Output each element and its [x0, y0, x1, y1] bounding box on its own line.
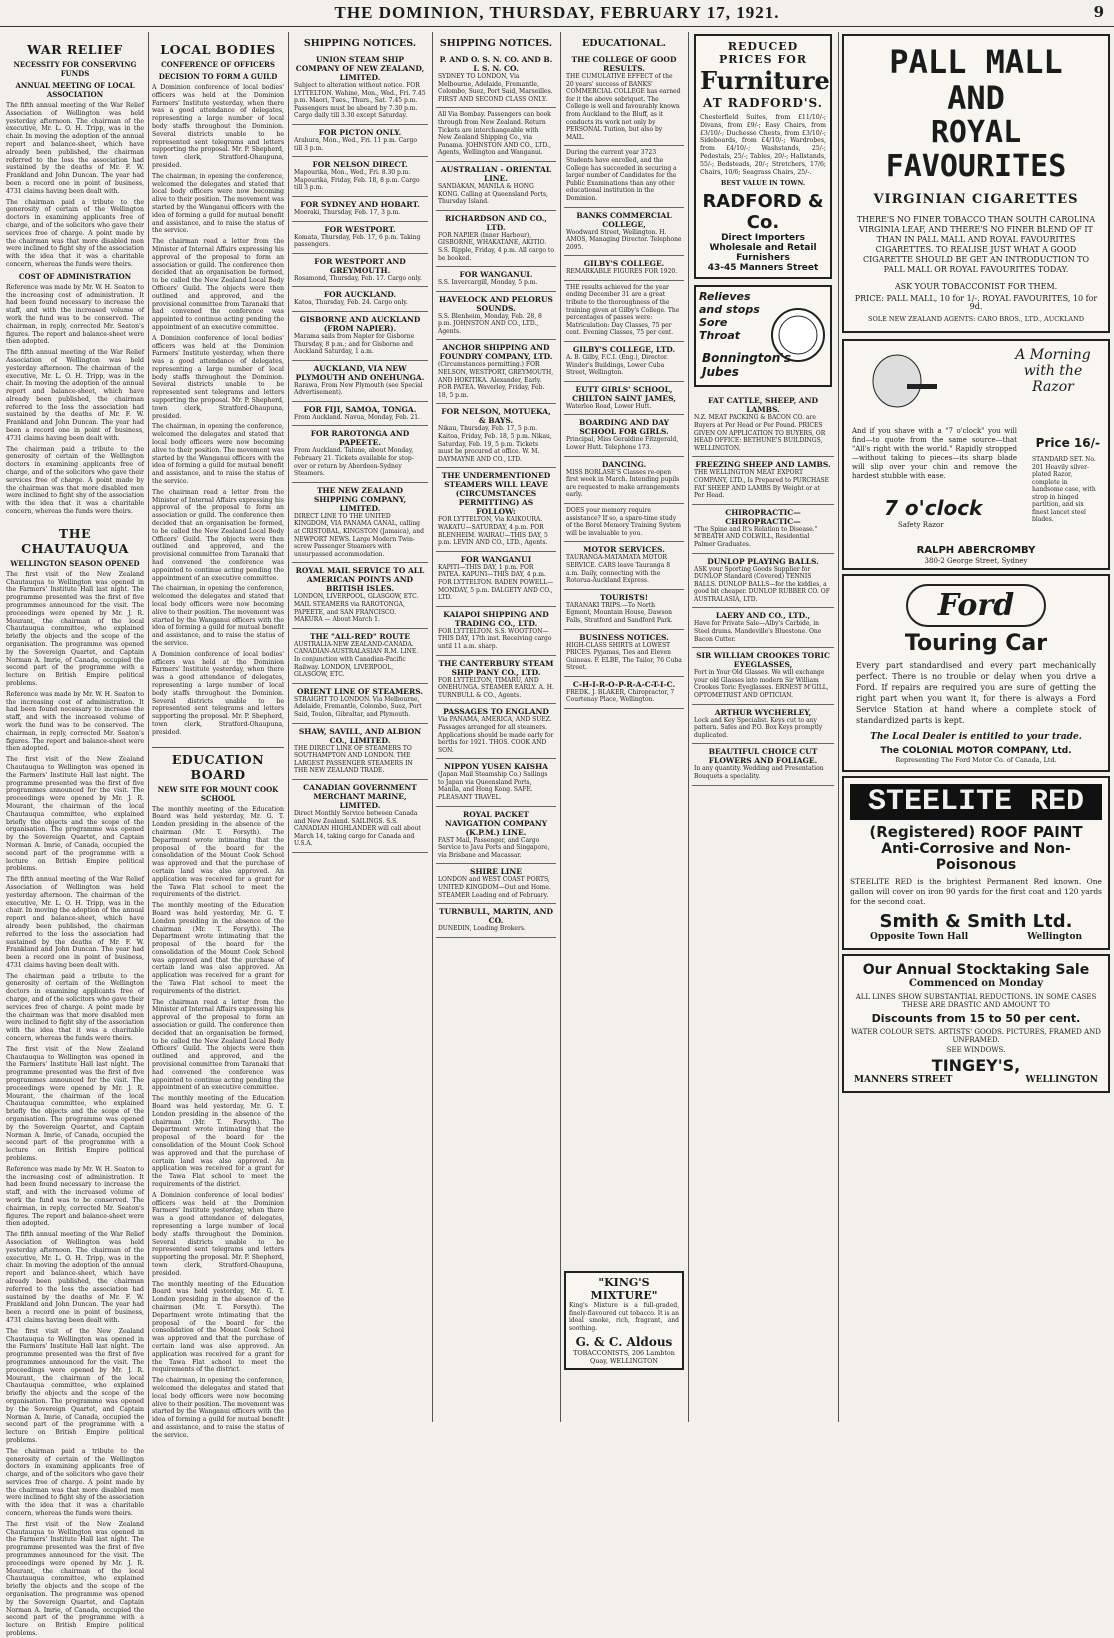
ad-body: HIGH-CLASS SHIRTS at LOWEST PRICES. Pyjamas, Ties and Eleven Guineas. F. ELBE, The Tailor, 76 Cuba Street. — [566, 641, 682, 672]
classified-ad — [692, 705, 834, 745]
ad-body: LONDON and WEST COAST PORTS, UNITED KINGDOM—Out and Home. STEAMER Loading end of February. — [438, 876, 551, 899]
ad-title: DUNLOP PLAYING BALLS. — [707, 556, 819, 566]
manners-street: MANNERS STREET — [854, 1075, 953, 1085]
classified-ad — [564, 146, 684, 207]
ask-tobacconist: ASK YOUR TOBACCONIST FOR THEM. — [894, 282, 1058, 291]
article-paragraph: The chairman read a letter from the Minister of Internal Affairs expressing his approval of the proposal to form an association or guild. The conference then decided that an organisation be formed, to be called the New Zealand Local Body Officers' Guild. The objects were then outlined and approved, and the provisional committee from Taranaki that had convened the conference was appointed to continue acting pending the appointment of an executive committee. — [152, 488, 284, 582]
subheading: WELLINGTON SEASON OPENED — [10, 558, 140, 568]
at-radfords: AT RADFORD'S. — [703, 96, 823, 110]
classified-ad — [692, 648, 834, 704]
tingeys: TINGEY'S, — [931, 1056, 1021, 1075]
article-paragraph: The monthly meeting of the Education Board was held yesterday, Mr. G. T. London presiding in the absence of the chairman (Mr. T. Forsyth). The Department wrote intimating that the proposal of the board for the consolidation of the Mount Cook School was approved and that the purchase of certain land was also approved. An application was received for a grant for the Tawa Flat school to meet the requirements of the district. — [152, 1095, 284, 1188]
column-local-bodies — [152, 32, 284, 1439]
classified-ad — [292, 157, 428, 197]
safety-razor-text: Safety Razor — [898, 521, 944, 529]
ad-body: FOR LYTTELTON, Via KAIKOURA. WAKATU—SATURDAY, 4 p.m. FOR BLENHEIM. WAIRAU—THIS DAY, 5 p.m. LEVIN AND CO., LTD., Agents. — [438, 516, 548, 547]
ad-body: FOR NAPIER (Inner Harbour), GISBORNE, WHAKATANE, AKITIO. S.S. Ripple, Friday, 4 p.m. All cargo to be booked. — [438, 231, 554, 262]
sale-copy: ALL LINES SHOW SUBSTANTIAL REDUCTIONS. IN SOME CASES THESE ARE DRASTIC AND AMOUNT TO — [855, 993, 1097, 1009]
ad-body: During the current year 3723 Students have enrolled, and the College has succeeded in securing a larger number of Candidates for the Public Examinations than any other educational institution in the Dominion. — [566, 149, 677, 202]
ad-title: ROYAL PACKET NAVIGATION COMPANY (K.P.M.) LINE. — [444, 809, 548, 837]
ad-title: NIPPON YUSEN KAISHA — [443, 762, 548, 772]
steelite-copy: STEELITE RED is the brightest Permanent Red known. One gallon will cover on iron 90 yards for the first coat and 120 yards for the second coat. — [850, 877, 1102, 906]
classified-ad — [564, 590, 684, 630]
article-paragraph: The monthly meeting of the Education Board was held yesterday, Mr. G. T. London presiding in the absence of the chairman (Mr. T. Forsyth). The Department wrote intimating that the proposal of the board for the consolidation of the Mount Cook School was approved and that the purchase of certain land was also approved. An application was received for a grant for the Tawa Flat school to meet the requirements of the district. — [152, 1280, 284, 1374]
classified-ad — [436, 404, 556, 468]
touring-car-heading: Touring Car — [904, 631, 1048, 656]
ad-title: KAIAPOI SHIPPING AND TRADING CO., LTD. — [443, 609, 549, 628]
ad-body: LONDON, LIVERPOOL, GLASGOW, ETC. MAIL STEAMERS via RAROTONGA, PAPEETE, and SAN FRANCISCO. MAKURA — About March 1. — [294, 593, 419, 624]
ad-title: BANKS COMMERCIAL COLLEGE, — [576, 210, 672, 229]
ad-title: FOR WESTPORT. — [324, 224, 396, 234]
classified-ad — [292, 52, 428, 125]
classified-ad — [564, 415, 684, 456]
column-furniture — [692, 32, 834, 1422]
ad-body: (Circumstances permitting.) FOR NELSON, WESTPORT, GREYMOUTH, AND HOKITIKA. Alexander, Early. FOR PATEA. Waverley, Friday, Feb. 18, 5 p.m. — [438, 361, 554, 399]
ad-body: All Via Bombay. Passengers can book through from New Zealand. Return Tickets are interchangeable with New Zealand Shipping Co., via Panama. JOHNSTON AND CO., LTD., Agents, Wellington and Wanganui. — [438, 111, 551, 157]
ad-title: THE COLLEGE OF GOOD RESULTS. — [571, 55, 677, 73]
column-rule — [838, 32, 839, 1422]
ad-body: A. B. Gilby, F.C.I. (Eng.), Director. Winder's Buildings, Lower Cuba Street, Wellington. — [566, 354, 668, 377]
opposite-town-hall: Opposite Town Hall — [870, 932, 969, 942]
classified-ad — [292, 426, 428, 482]
classified-ad — [292, 780, 428, 853]
ad-title: GILBY'S COLLEGE. — [583, 259, 665, 269]
stocktaking-sale: Our Annual Stocktaking Sale — [862, 962, 1090, 978]
ad-body: AUSTRALIA-NEW ZEALAND-CANADA. CANADIAN-AUSTRALASIAN R.M. LINE. In conjunction with Canadian-Pacific Railway. LONDON, LIVERPOOL, GLASGOW, ETC. — [294, 640, 419, 679]
ad-body: "The Spine and It's Relation to Disease." M'BEATH AND COLWILL, Residential Palmer Graduates. — [694, 525, 818, 548]
subheading: CONFERENCE OF OFFICERS — [161, 60, 275, 69]
ad-body: Nikau, Thursday, Feb. 17, 5 p.m. Kaitoa, Friday, Feb. 18, 5 p.m. Nikau, Saturday, Feb. 19, 5 p.m. Tickets must be procured at office. W. M. DAYMAYNE AND CO., LTD. — [438, 425, 552, 463]
ad-body: Rosamond, Thursday, Feb. 17. Cargo only. — [294, 274, 422, 282]
ad-title: DANCING. — [601, 459, 647, 469]
ad-body: Subject to alteration without notice. FOR LYTTELTON. Wahine, Mon., Wed., Fri. 7.45 p.m. Maori, Tues., Thurs., Sat. 7.45 p.m. Passengers must be aboard by 7.30 p.m. Cargo daily till 3.30 except Saturday. — [294, 82, 426, 120]
aldous-address: TOBACCONISTS, 206 Lambton Quay, WELLINGTON — [573, 1349, 675, 1365]
steelite-heading: STEELITE RED — [850, 784, 1102, 820]
section-heading: SHIPPING NOTICES. — [303, 38, 417, 49]
ad-title: THE "ALL-RED" ROUTE — [310, 631, 410, 641]
razor-ad — [842, 339, 1110, 570]
headline-war-relief: WAR RELIEF — [27, 42, 123, 57]
ad-title: C-H-I-R-O-P-R-A-C-T-I-C. — [572, 679, 676, 689]
ad-title: SHAW, SAVILL, AND ALBION CO., LIMITED. — [298, 726, 422, 745]
ad-body: Via PANAMA, AMERICA, AND SUEZ. Passages arranged for all steamers. Applications should be made early for berths for 1921. THOS. COOK AND SON. — [438, 716, 554, 754]
ad-body: Waterloo Road, Lower Hutt. — [566, 402, 652, 410]
smith-and-smith: Smith & Smith Ltd. — [879, 911, 1073, 932]
classified-ad — [564, 342, 684, 382]
radford-description: Direct Importers Wholesale and Retail Furnishers — [709, 233, 817, 264]
ad-title: MOTOR SERVICES. — [583, 545, 665, 555]
classified-ad — [292, 361, 428, 402]
ad-title: ORIENT LINE OF STEAMERS. — [296, 686, 424, 696]
ad-title: FOR NELSON DIRECT. — [312, 160, 408, 170]
ad-body: Have for Private Sale—Alby's Carbide, in Steel drums. Mandeville's Bluestone. One Bacon Cutter. — [694, 620, 822, 643]
ad-title: SHIRE LINE — [470, 867, 522, 877]
reduced-prices: REDUCED PRICES FOR — [718, 40, 807, 66]
ad-body: REMARKABLE FIGURES FOR 1920. — [566, 268, 678, 276]
ad-body: Woodward Street, Wellington. H. AMOS, Managing Director. Telephone 2095. — [566, 228, 682, 251]
ford-logo-text: Ford — [906, 584, 1046, 627]
column-war-relief — [6, 32, 144, 1638]
ad-title: FOR WANGANUI. — [459, 270, 533, 280]
radford-company: RADFORD & Co. — [702, 191, 824, 234]
subheading: COST OF ADMINISTRATION — [18, 271, 132, 281]
classified-ad — [564, 677, 684, 709]
ad-title: THE CANTERBURY STEAM SHIP PANY CO., LTD. — [438, 658, 554, 677]
column-shipping-2 — [436, 32, 556, 1422]
classified-ad — [436, 52, 556, 108]
page-number: 9 — [1093, 3, 1104, 21]
ad-body: (Japan Mail Steamship Co.) Sailings to Japan via Queensland Ports, Manila, and Hong Kong. SAFE. PLEASANT TRAVEL. — [438, 771, 548, 802]
tingey-sale-ad — [842, 954, 1110, 1093]
ad-title: FOR FIJI, SAMOA, TONGA. — [303, 404, 417, 414]
colonial-motor: The COLONIAL MOTOR COMPANY, Ltd. — [880, 746, 1072, 756]
classified-ad — [436, 468, 556, 551]
article-paragraph: Reference was made by Mr. W. H. Seaton to the increasing cost of administration. It had been found necessary to increase the staff, and with the increased volume of work the fund was to be conserved. The chairman, in reply, corrected Mr. Seaton's figures. The report and balance-sheet were then adopted. — [6, 283, 144, 346]
ad-body: FOR LYTTELTON. S.S. WOOTTON—THIS DAY, 17th inst. Receiving cargo until 11 a.m. sharp. — [438, 627, 552, 650]
article-paragraph: The monthly meeting of the Education Board was held yesterday, Mr. G. T. London presiding in the absence of the chairman (Mr. T. Forsyth). The Department wrote intimating that the proposal of the board for the consolidation of the Mount Cook School was approved and that the purchase of certain land was also approved. An application was received for a grant for the Tawa Flat school to meet the requirements of the district. — [152, 805, 284, 899]
ad-title: FOR AUCKLAND. — [323, 290, 397, 300]
ad-title: FAT CATTLE, SHEEP, AND LAMBS. — [708, 396, 818, 415]
classified-ad — [292, 483, 428, 564]
best-value: BEST VALUE IN TOWN. — [720, 179, 806, 188]
anti-corrosive: Anti-Corrosive and Non-Poisonous — [881, 841, 1071, 873]
ad-body: Fort in Your Old Glasses. We will exchange your old Glasses into modern Sir William Crookes Toric Eyeglasses. ERNEST M'GILL, OPTOMETRIST AND OPTICIAN. — [694, 669, 829, 700]
razor-agent: RALPH ABERCROMBY — [916, 545, 1036, 556]
razor-standard-set: STANDARD SET. No. 201 Heavily silver-plated Razor, complete in handsome case, with strop in hinged partition, and six finest lancet steel blades. — [1032, 456, 1096, 523]
man-shaving-illustration-icon — [852, 349, 947, 419]
ad-body: Komata, Thursday, Feb. 17, 6 p.m. Taking passengers. — [294, 233, 421, 249]
pall-mall-agents: SOLE NEW ZEALAND AGENTS: CARO BROS., LTD., AUCKLAND — [868, 315, 1084, 323]
column-display-ads — [842, 32, 1110, 1422]
classified-ad — [436, 759, 556, 806]
article-paragraph: A Dominion conference of local bodies' officers was held at the Dominion Farmers' Institute yesterday, when there was a good attendance of delegates, representing a large number of local body staffs throughout the Dominion. Several districts unable to be represented sent telegrams and letters supporting the proposal. Mr. P. Shepherd, town clerk, Stratford-Ohaupuna, presided. — [152, 1191, 284, 1277]
column-rule — [560, 32, 561, 1422]
column-shipping-1 — [292, 32, 428, 1422]
commenced-monday: Commenced on Monday — [908, 978, 1044, 989]
article-paragraph: A Dominion conference of local bodies' officers was held at the Dominion Farmers' Institute yesterday, when there was a good attendance of delegates, representing a large number of local body staffs throughout the Dominion. Several districts unable to be represented sent telegrams and letters supporting the proposal. Mr. P. Shepherd, town clerk, Stratford-Ohaupuna, presided. — [152, 84, 284, 169]
classified-ad — [436, 807, 556, 865]
classified-ad — [436, 704, 556, 759]
classified-ad — [692, 608, 834, 648]
classified-ad — [564, 457, 684, 504]
ad-body: MISS BORLASE'S Classes re-open first week in March. Intending pupils are requested to make arrangements early. — [566, 468, 680, 499]
classified-ad — [436, 267, 556, 292]
headline-chautauqua: THE CHAUTAUQUA — [21, 525, 129, 556]
steelite-city: Wellington — [1027, 932, 1082, 942]
pall-mall-copy: THERE'S NO FINER TOBACCO THAN SOUTH CAROLINA VIRGINIA LEAF, AND THERE'S NO FINER BLEND OF IT THAN IN PALL MALL AND ROYAL FAVOURITES CIGARETTES. TO REALISE JUST WHAT A GOOD CIGARETTE SHOULD BE GET AN INTRODUCTION TO PALL MALL OR ROYAL FAVOURITES TODAY. — [856, 215, 1096, 274]
ad-title: AUSTRALIAN - ORIENTAL LINE. — [440, 164, 552, 183]
classified-ad — [436, 904, 556, 938]
ad-body: THE WELLINGTON MEAT EXPORT COMPANY, LTD., Is Prepared to PURCHASE FAT SHEEP AND LAMBS By Weight or at Per Head. — [694, 469, 830, 500]
classified-ad — [436, 864, 556, 904]
classified-ad — [292, 563, 428, 628]
article-paragraph: A Dominion conference of local bodies' officers was held at the Dominion Farmers' Institute yesterday, when there was a good attendance of delegates, representing a large number of local body staffs throughout the Dominion. Several districts unable to be represented sent telegrams and letters supporting the proposal. Mr. P. Shepherd, town clerk, Stratford-Ohaupuna, presided. — [152, 650, 284, 736]
headline-local-bodies: LOCAL BODIES — [160, 42, 276, 57]
ad-list — [436, 52, 556, 938]
pall-mall-price: PRICE: PALL MALL, 10 for 1/-. ROYAL FAVOURITES, 10 for 9d. — [854, 294, 1098, 311]
razor-copy: And if you shave with a "7 o'clock" you will find—to quote from the same source—that "All's right with the world." Rapidly stropped—without taking to pieces—its sharp blade will slip over your chin and remove the hardest stubble with ease. — [852, 427, 1017, 480]
ad-body: ASK your Sporting Goods Supplier for DUNLOP Standard (Covered) TENNIS BALLS. DUNLOP BALLS—for the kiddies, a good bit cheaper. DUNLOP RUBBER CO. OF AUSTRALASIA, LTD. — [694, 565, 830, 603]
classified-ad — [292, 197, 428, 222]
ad-title: GISBORNE AND AUCKLAND (FROM NAPIER). — [299, 314, 421, 333]
ad-list — [692, 393, 834, 785]
ad-title: FOR NELSON, MOTUEKA, & BAYS. — [441, 407, 551, 426]
ad-title: EUTT GIRLS' SCHOOL, CHILTON SAINT JAMES, — [572, 384, 676, 403]
pall-mall-ad — [842, 34, 1110, 333]
section-heading: SHIPPING NOTICES. — [439, 38, 553, 49]
article-paragraph: A Dominion conference of local bodies' officers was held at the Dominion Farmers' Institute yesterday, when there was a good attendance of delegates, representing a large number of local body staffs throughout the Dominion. Several districts unable to be represented sent telegrams and letters supporting the proposal. Mr. P. Shepherd, town clerk, Stratford-Ohaupuna, presided. — [152, 334, 284, 420]
ad-title: CHIROPRACTIC—CHIROPRACTIC— — [725, 507, 801, 526]
classified-ad — [692, 554, 834, 609]
column-rule — [432, 32, 433, 1422]
sore-throat-text: Relieves and stops Sore Throat — [699, 290, 760, 343]
ad-title: LAERY AND CO., LTD., — [715, 611, 811, 621]
ad-title: FOR RAROTONGA AND PAPEETE. — [310, 429, 410, 448]
article-paragraph: The chairman, in opening the conference, welcomed the delegates and stated that local body officers were now becoming alive to their position. The movement was started by the Wanganui officers with the idea of forming a guild for mutual benefit and assistance, and to raise the status of the service. — [152, 172, 284, 235]
classified-ad — [436, 340, 556, 404]
ad-title: BUSINESS NOTICES. — [579, 632, 669, 642]
ad-title: GILBY'S COLLEGE, LTD. — [572, 345, 676, 355]
ad-title: PASSAGES TO ENGLAND — [443, 707, 549, 717]
radford-address: 43-45 Manners Street — [707, 263, 819, 274]
article-paragraph: The fifth annual meeting of the War Relief Association of Wellington was held yesterday afternoon. The chairman of the executive, Mr. L. O. H. Tripp, was in the chair. In moving the adoption of the annual report and balance-sheet, which have already been published, the chairman referred to the loss the association had sustained by the deaths of Mr. F. W. Frankland and John Duncan. The year had been a record one in point of business, 4731 claims having been dealt with. — [6, 349, 144, 442]
ad-title: FOR SYDNEY AND HOBART. — [300, 199, 420, 209]
razor-price: Price 16/- — [1035, 436, 1100, 450]
article-paragraph: Reference was made by Mr. W. H. Seaton to the increasing cost of administration. It had been found necessary to increase the staff, and with the increased volume of work the fund was to be conserved. The chairman, in reply, corrected Mr. Seaton's figures. The report and balance-sheet were then adopted. — [6, 1165, 144, 1228]
tingey-city: WELLINGTON — [1025, 1075, 1098, 1085]
see-windows: SEE WINDOWS. — [946, 1046, 1006, 1054]
ad-list — [292, 52, 428, 853]
article-paragraph: The chairman paid a tribute to the generosity of certain of the Wellington doctors in examining applicants free of charge, and of the solicitors who gave their services free of charge. A point made by the chairman was that more disabled men were inclined to fight shy of the association with the idea that it was a charitable concern, whereas the funds were theirs. — [6, 445, 144, 516]
ad-body: Lock and Key Specialist. Keys cut to any pattern. Safes and P.O. Box Keys promptly duplicated. — [694, 716, 823, 739]
ad-body: SYDNEY TO LONDON, Via Melbourne, Adelaide, Fremantle, Colombo, Suez, Port Said, Marseilles. FIRST AND SECOND CLASS ONLY. — [438, 73, 553, 103]
ad-title: SIR WILLIAM CROOKES TORIC EYEGLASSES, — [696, 651, 830, 670]
ad-title: AUCKLAND, VIA NEW PLYMOUTH AND ONEHUNGA. — [295, 363, 425, 382]
classified-ad — [436, 162, 556, 211]
ad-title: BOARDING AND DAY SCHOOL FOR GIRLS. — [578, 418, 670, 437]
ad-body: TAURANGA-MATAMATA MOTOR SERVICE. CARS leave Tauranga 8 a.m. Daily, connecting with the Rotorua-Auckland Express. — [566, 554, 671, 585]
ad-title: TOURISTS! — [599, 592, 649, 602]
radford-furniture-ad — [694, 34, 832, 279]
tingey-address — [850, 1075, 1102, 1085]
classified-ad — [292, 125, 428, 157]
classified-ad — [292, 402, 428, 427]
ad-body: THE DIRECT LINE OF STEAMERS TO SOUTHAMPTON AND LONDON. THE LARGEST PASSENGER STEAMERS IN THE NEW ZEALAND TRADE. — [294, 744, 413, 775]
headline-education-board: EDUCATION BOARD — [152, 747, 284, 782]
aldous-signature: G. & C. Aldous — [575, 1335, 673, 1349]
ad-body: N.Z. MEAT PACKING & BACON CO. are Buyers at Per Head or Per Pound. PRICES GIVEN ON APPLICATION TO BUYERS, OR HEAD OFFICE: BETHUNE'S BUILDINGS, WELLINGTON. — [694, 414, 826, 452]
furniture-heading: Furniture — [700, 66, 830, 95]
classified-ad — [564, 382, 684, 416]
ford-logo — [856, 584, 1096, 627]
ad-body: TARANAKI TRIPS.—To North Egmont, Mountain House, Dawson Falls, Stratford and Sandford Park. — [566, 601, 673, 624]
classified-ad — [436, 607, 556, 656]
ad-title: FREEZING SHEEP AND LAMBS. — [695, 460, 831, 470]
ad-body: FOR LYTTELTON, TIMARU, AND ONEHUNGA. STEAMER EARLY. A. H. TURNBULL & CO., Agents. — [438, 676, 554, 699]
ad-body: S.S. Invercargill, Monday, 5 p.m. — [438, 279, 538, 287]
classified-ad — [564, 208, 684, 257]
article-paragraph: The chairman, in opening the conference, welcomed the delegates and stated that local body officers were now becoming alive to their position. The movement was started by the Wanganui officers with the idea of forming a guild for mutual benefit and assistance, and to raise the status of the service. — [152, 1377, 284, 1439]
steelite-ad — [842, 776, 1110, 950]
ad-title: BEAUTIFUL CHOICE CUT FLOWERS AND FOLIAGE. — [708, 747, 818, 766]
classified-ad — [692, 505, 834, 554]
ad-body: STRAIGHT TO LONDON. Via Melbourne, Adelaide, Fremantle, Colombo, Suez, Port Said, Toulon, Gibraltar, and Plymouth. — [294, 695, 422, 718]
article-paragraph: The chairman paid a tribute to the generosity of certain of the Wellington doctors in examining applicants free of charge, and of the solicitors who gave their services free of charge. A point made by the chairman was that more disabled men were inclined to fight shy of the association with the idea that it was a charitable concern, whereas the funds were theirs. — [6, 1447, 144, 1518]
article-paragraph: Reference was made by Mr. W. H. Seaton to the increasing cost of administration. It had been found necessary to increase the staff, and with the increased volume of work the fund was to be conserved. The chairman, in reply, corrected Mr. Seaton's figures. The report and balance-sheet were then adopted. — [6, 690, 144, 753]
razor-agent-address: 380-2 George Street, Sydney — [924, 557, 1028, 565]
kings-mixture-ad — [564, 1271, 684, 1370]
ad-body: DUNEDIN, Loading Brokers. — [438, 925, 526, 933]
subheading: DECISION TO FORM A GUILD — [158, 72, 278, 81]
subheading: ANNUAL MEETING OF LOCAL ASSOCIATION — [15, 81, 135, 99]
royal-favourites-heading: ROYAL FAVOURITES — [885, 115, 1067, 184]
ad-body: From Auckland. Navua, Monday, Feb. 21. — [294, 413, 420, 421]
classified-ad — [436, 211, 556, 267]
ad-list — [564, 52, 684, 1267]
ad-body: SANDAKAN, MANILA & HONG KONG. Calling at Queensland Ports, Thursday Island. — [438, 182, 548, 206]
ad-body: Marama sails from Napier for Gisborne Thursday, 8 p.m.; and for Gisborne and Auckland Saturday, 1 a.m. — [294, 332, 415, 356]
classified-ad — [436, 292, 556, 341]
article-paragraph: The chairman, in opening the conference, welcomed the delegates and stated that local body officers were now becoming alive to their position. The movement was started by the Wanganui officers with the idea of forming a guild for mutual benefit and assistance, and to raise the status of the service. — [152, 423, 284, 486]
morning-heading: A Morning with the Razor — [1015, 347, 1091, 395]
ad-body: In any quantity. Wedding and Presentation Bouquets a speciality. — [694, 765, 824, 780]
smith-address — [850, 932, 1102, 942]
ford-representing: Representing The Ford Motor Co. of Canada, Ltd. — [895, 756, 1057, 764]
ad-title: HAVELOCK AND PELORUS SOUNDS. — [439, 294, 553, 313]
article-paragraph: The first visit of the New Zealand Chautauqua to Wellington was opened in the Farmers' Institute Hall last night. The programme presented was the first of five programmes announced for the visit. The proceedings were opened by Mr. J. R. Mourant, the chairman of the local Chautauqua committee, who explained briefly the objects and the scope of the organisation. The programme was opened by the Sovereign Quartet, and Captain Norman A. Imrie, of Canada, occupied the second part of the programme with a lecture on British Empire political problems. — [6, 1327, 144, 1444]
column-educational — [564, 32, 684, 1422]
ad-body: Moeraki, Thursday, Feb. 17, 3 p.m. — [294, 208, 401, 216]
article-paragraph: The monthly meeting of the Education Board was held yesterday, Mr. G. T. London presiding in the absence of the chairman (Mr. T. Forsyth). The Department wrote intimating that the proposal of the board for the consolidation of the Mount Cook School was approved and that the purchase of certain land was also approved. An application was received for a grant for the Tawa Flat school to meet the requirements of the district. — [152, 902, 284, 995]
ad-title: P. AND O. S. N. CO. AND B. I. S. N. CO. — [439, 55, 553, 73]
ad-title: FOR WESTPORT AND GREYMOUTH. — [314, 256, 406, 275]
article-paragraph: The first visit of the New Zealand Chautauqua to Wellington was opened in the Farmers' Institute Hall last night. The programme presented was the first of five programmes announced for the visit. The proceedings were opened by Mr. J. R. Mourant, the chairman of the local Chautauqua committee, who explained briefly the objects and the scope of the organisation. The programme was opened by the Sovereign Quartet, and Captain Norman A. Imrie, of Canada, occupied the second part of the programme with a lecture on British Empire political problems. — [6, 1520, 144, 1638]
roof-paint: (Registered) ROOF PAINT — [869, 823, 1083, 841]
article-paragraph: The chairman, in opening the conference, welcomed the delegates and stated that local body officers were now becoming alive to their position. The movement was started by the Wanganui officers with the idea of forming a guild for mutual benefit and assistance, and to raise the status of the service. — [152, 585, 284, 647]
article-paragraph: The first visit of the New Zealand Chautauqua to Wellington was opened in the Farmers' Institute Hall last night. The programme presented was the first of five programmes announced for the visit. The proceedings were opened by Mr. J. R. Mourant, the chairman of the local Chautauqua committee, who explained briefly the objects and the scope of the organisation. The programme was opened by the Sovereign Quartet, and Captain Norman A. Imrie, of Canada, occupied the second part of the programme with a lecture on British Empire political problems. — [6, 1045, 144, 1163]
ad-body: From Auckland. Talune, about Monday, February 21. Tickets available for stop-over or return by Aberdeen-Sydney Steamers. — [294, 447, 414, 478]
ad-title: THE UNDERMENTIONED STEAMERS WILL LEAVE (CIRCUMSTANCES PERMITTING) AS FOLLOW: — [441, 471, 551, 517]
ad-body: Rarawa, From New Plymouth (see Special Advertisement). — [294, 381, 423, 397]
classified-ad — [292, 684, 428, 724]
masthead — [0, 0, 1114, 27]
ad-title: CANADIAN GOVERNMENT MERCHANT MARINE, LIMITED. — [303, 782, 417, 810]
kings-mixture-title: "KING'S MIXTURE" — [590, 1276, 658, 1302]
column-rule — [688, 32, 689, 1422]
article-paragraph: The fifth annual meeting of the War Relief Association of Wellington was held yesterday afternoon. The chairman of the executive, Mr. L. O. H. Tripp, was in the chair. In moving the adoption of the annual report and balance-sheet, which have already been published, the chairman referred to the loss the association had sustained by the deaths of Mr. F. W. Frankland and John Duncan. The year had been a record one in point of business, 4731 claims having been dealt with. — [6, 876, 144, 969]
article-paragraph: The fifth annual meeting of the War Relief Association of Wellington was held yesterday afternoon. The chairman of the executive, Mr. L. O. H. Tripp, was in the chair. In moving the adoption of the annual report and balance-sheet, which have already been published, the chairman referred to the loss the association had sustained by the deaths of Mr. F. W. Frankland and John Duncan. The year had been a record one in point of business, 4731 claims having been dealt with. — [6, 102, 144, 195]
classified-ad — [564, 630, 684, 677]
ad-body: DIRECT LINE TO THE UNITED KINGDOM, VIA PANAMA CANAL, calling at CRISTOBAL, KINGSTON (Jamaica), and NEWPORT NEWS. Large Modern Twin-screw Passenger Steamers with unsurpassed accommodation. — [294, 512, 424, 558]
classified-ad — [292, 287, 428, 312]
razor-brand: 7 o'clock — [884, 496, 983, 520]
article-paragraph: The chairman read a letter from the Minister of Internal Affairs expressing his approval of the proposal to form an association or guild. The conference then decided that an organisation be formed, to be called the New Zealand Local Body Officers' Guild. The objects were then outlined and approved, and the provisional committee from Taranaki that had convened the conference was appointed to continue acting pending the appointment of an executive committee. — [152, 998, 284, 1092]
article-paragraph: The first visit of the New Zealand Chautauqua to Wellington was opened in the Farmers' Institute Hall last night. The programme presented was the first of five programmes announced for the visit. The proceedings were opened by Mr. J. R. Mourant, the chairman of the local Chautauqua committee, who explained briefly the objects and the scope of the organisation. The programme was opened by the Sovereign Quartet, and Captain Norman A. Imrie, of Canada, occupied the second part of the programme with a lecture on British Empire political problems. — [6, 570, 144, 687]
sale-goods: WATER COLOUR SETS. ARTISTS' GOODS. PICTURES, FRAMED AND UNFRAMED. — [851, 1028, 1101, 1044]
article-paragraph: The fifth annual meeting of the War Relief Association of Wellington was held yesterday afternoon. The chairman of the executive, Mr. L. O. H. Tripp, was in the chair. In moving the adoption of the annual report and balance-sheet, which have already been published, the chairman referred to the loss the association had sustained by the deaths of Mr. F. W. Frankland and John Duncan. The year had been a record one in point of business, 4731 claims having been dealt with. — [6, 1231, 144, 1324]
virginian-cigarettes: VIRGINIAN CIGARETTES — [873, 192, 1079, 207]
ford-copy: Every part standardised and every part mechanically perfect. There is no trouble or delay when you drive a Ford. If repairs are required you are sure of getting the right part when you want it, for there is always a Ford Service Station at hand where a complete stock of standardized parts is kept. — [856, 661, 1096, 725]
ad-body: Katoa, Thursday, Feb. 24. Cargo only. — [294, 299, 408, 307]
local-dealer: The Local Dealer is entitled to your trade. — [870, 732, 1082, 742]
ad-body: KAPITI—THIS DAY, 1 p.m. FOR PATEA. KAPUNI—THIS DAY, 4 p.m. FOR LYTTELTON. BADEN POWELL—MONDAY, 5 p.m. DALGETY AND CO., LTD. — [438, 563, 554, 602]
subheading: NECESSITY FOR CONSERVING FUNDS — [13, 60, 137, 78]
article-paragraph: The chairman paid a tribute to the generosity of certain of the Wellington doctors in examining applicants free of charge, and of the solicitors who gave their services free of charge. A point made by the chairman was that more disabled men were inclined to fight shy of the association with the idea that it was a charitable concern, whereas the funds were theirs. — [6, 198, 144, 268]
article-paragraph: The first visit of the New Zealand Chautauqua to Wellington was opened in the Farmers' Institute Hall last night. The programme presented was the first of five programmes announced for the visit. The proceedings were opened by Mr. J. R. Mourant, the chairman of the local Chautauqua committee, who explained briefly the objects and the scope of the organisation. The programme was opened by the Sovereign Quartet, and Captain Norman A. Imrie, of Canada, occupied the second part of the programme with a lecture on British Empire political problems. — [6, 756, 144, 873]
ad-body: DOES your memory require assistance? If so, a spare-time study of the Borel Memory Training System will be invaluable to you. — [566, 506, 681, 537]
ad-body: THE CUMULATIVE EFFECT of the 20 years' success of BANKS' COMMERCIAL COLLEGE has earned for it the above sobriquet. The College is well and favourably known from Auckland to the Bluff, as it conducts its work not only by PERSONAL Tuition, but also by MAIL. — [566, 73, 681, 141]
classified-ad — [436, 552, 556, 607]
classified-ad — [692, 744, 834, 785]
ad-title: TURNBULL, MARTIN, AND CO. — [439, 907, 553, 926]
classified-ad — [564, 52, 684, 146]
classified-ad — [292, 312, 428, 361]
ad-body: FREDK. J. BLAKER, Chiropractor, 7 Courtenay Place, Wellington. — [566, 688, 675, 704]
classified-ad — [564, 281, 684, 342]
ad-title: ROYAL MAIL SERVICE TO ALL AMERICAN POINTS AND BRITISH ISLES. — [295, 566, 425, 594]
classified-ad — [564, 256, 684, 281]
ad-title: UNION STEAM SHIP COMPANY OF NEW ZEALAND, LIMITED. — [295, 55, 425, 82]
kings-mixture-copy: King's Mixture is a full-graded, finely-flavoured cut tobacco. It is an ideal smoke, rich, fragrant, and soothing. — [569, 1302, 679, 1332]
bonnington-jubes-ad — [694, 285, 832, 387]
article-paragraph: The chairman read a letter from the Minister of Internal Affairs expressing his approval of the proposal to form an association or guild. The conference then decided that an organisation be formed, to be called the New Zealand Local Body Officers' Guild. The objects were then outlined and approved, and the provisional committee from Taranaki that had convened the conference was appointed to continue acting pending the appointment of an executive committee. — [152, 238, 284, 331]
classified-ad — [292, 254, 428, 288]
subheading: NEW SITE FOR MOUNT COOK SCHOOL — [157, 784, 279, 803]
ad-title: THE NEW ZEALAND SHIPPING COMPANY, LIMITED. — [313, 485, 407, 513]
article-paragraph: The chairman paid a tribute to the generosity of certain of the Wellington doctors in examining applicants free of charge, and of the solicitors who gave their services free of charge. A point made by the chairman was that more disabled men were inclined to fight shy of the association with the idea that it was a charitable concern, whereas the funds were theirs. — [6, 972, 144, 1043]
classified-ad — [692, 457, 834, 504]
ad-body: Mapourika, Mon., Wed., Fri. 8.30 p.m. Mapourika, Friday, Feb. 18, 8 p.m. Cargo till 3 p.m. — [294, 169, 420, 192]
classified-ad — [692, 393, 834, 457]
furniture-price-list: Chesterfield Suites, from £11/10/-; Divans, from £9/-; Easy Chairs, from £3/10/-; Duchesse Chests, from £3/10/-; Sideboards, from £4/10/-; Wardrobes, from £4/10/-; Washstands, 25/-; Pedestals, 25/-; Tables, 20/-; Hallstands, 55/-; Bedsteads, 20/-; Stretchers, 17/6; Chairs, 10/6; Seagrass Chairs, 25/-. — [700, 114, 826, 176]
classified-ad — [564, 542, 684, 589]
classified-ad — [292, 724, 428, 780]
masthead-title: THE DOMINION, THURSDAY, FEBRUARY 17, 1921. — [334, 3, 780, 22]
classified-ad — [292, 629, 428, 684]
ad-body: Direct Monthly Service between Canada and New Zealand. SAILINGS. S.S. CANADIAN HIGHLANDER will call about March 14, taking cargo for Canada and U.S.A. — [294, 809, 421, 848]
ad-title: ANCHOR SHIPPING AND FOUNDRY COMPANY, LTD. — [439, 343, 553, 362]
classified-ad — [564, 504, 684, 542]
discounts: Discounts from 15 to 50 per cent. — [871, 1012, 1081, 1025]
section-heading: EDUCATIONAL. — [581, 38, 666, 49]
bonnington-brand: Bonnington's Jubes — [702, 351, 792, 380]
ad-body: Arahura, Mon., Wed., Fri. 11 p.m. Cargo till 3 p.m. — [294, 136, 417, 152]
classified-ad — [436, 108, 556, 162]
ad-body: THE results achieved for the year ending December 31 are a great tribute to the thoroughness of the training given at Gilby's College. The percentages of passes were: Matriculation: Day Classes, 75 per cent. Evening Classes, 75 per cent. — [566, 283, 680, 337]
ad-title: FOR PICTON ONLY. — [318, 127, 402, 137]
ad-title: RICHARDSON AND CO., LTD. — [445, 213, 547, 232]
column-rule — [148, 32, 149, 1422]
column-rule — [288, 32, 289, 1422]
ad-body: FAST Mail, Passenger, and Cargo Service to Java Ports and Singapore, via Brisbane and Macassar. — [438, 836, 550, 859]
ad-body: Principal, Miss Geraldine Fitzgerald, Lower Hutt. Telephone 173. — [566, 436, 679, 451]
ford-ad — [842, 574, 1110, 772]
classified-ad — [436, 656, 556, 705]
ad-title: FOR WANGANUI — [460, 554, 532, 564]
pall-mall-heading: PALL MALL AND — [889, 43, 1063, 117]
classified-ad — [292, 222, 428, 254]
ad-title: ARTHUR WYCHERLEY, — [714, 707, 812, 717]
ad-body: S.S. Blenheim, Monday, Feb. 28, 8 p.m. JOHNSTON AND CO., LTD., Agents. — [438, 312, 542, 335]
